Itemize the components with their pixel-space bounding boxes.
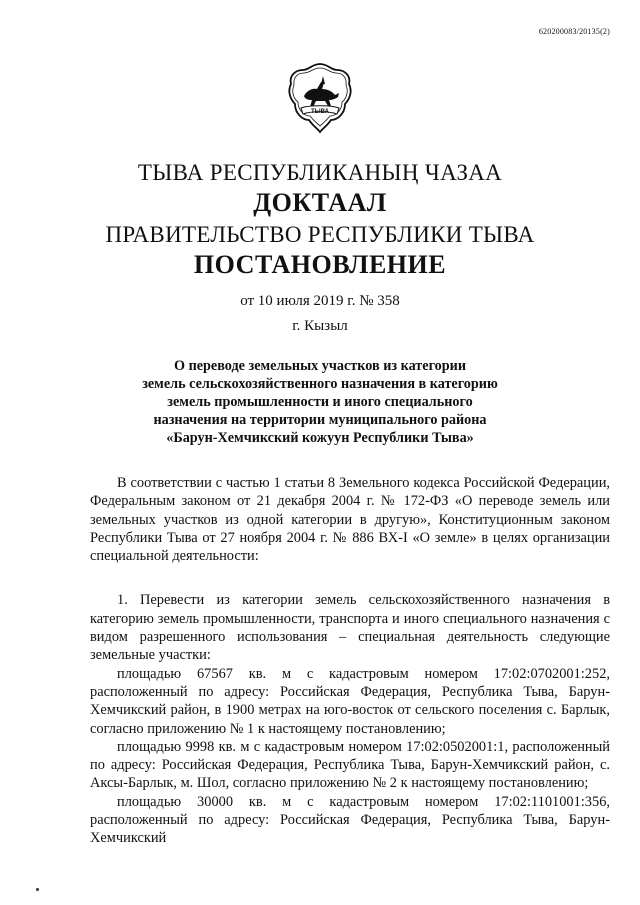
document-id: 620200083/20135(2) xyxy=(538,27,610,36)
emblem-text: ТЫВА xyxy=(311,109,329,115)
paragraph-plot-2: площадью 9998 кв. м с кадастровым номером 17:02:0502001:1, расположенный по адресу: Российская Федерация, Республика Тыва, Барун-Хемчикский район, с. Аксы-Барлык, м. Шол, согласно приложению № 2 к настоящему постановлению; xyxy=(90,738,610,792)
title-line: «Барун-Хемчикский кожуун Республики Тыва» xyxy=(166,430,474,446)
tuva-coat-of-arms-icon xyxy=(287,62,353,134)
paragraph-plot-3: площадью 30000 кв. м с кадастровым номером 17:02:1101001:356, расположенный по адресу: Российская Федерация, Республика Тыва, Барун-Хемчикский xyxy=(90,793,610,847)
date-number: от 10 июля 2019 г. № 358 xyxy=(240,293,400,309)
heading-tuvan-decree: ДОКТААЛ xyxy=(253,188,387,217)
heading-government: ПРАВИТЕЛЬСТВО РЕСПУБЛИКИ ТЫВА xyxy=(105,222,535,247)
heading-decree: ПОСТАНОВЛЕНИЕ xyxy=(193,250,447,279)
title-line: земель сельскохозяйственного назначения в категорию xyxy=(142,376,498,392)
paragraph-preamble: В соответствии с частью 1 статьи 8 Земельного кодекса Российской Федерации, Федеральным законом от 21 декабря 2004 г. № 172-ФЗ «О переводе земель или земельных участков из одной категории в другую», Конституционным законом Республики Тыва от 27 ноября 2004 г. № 886 ВХ-I «О земле» в целях организации специальной деятельности: xyxy=(90,475,610,565)
document-body xyxy=(90,474,610,848)
title-line: О переводе земельных участков из категории xyxy=(173,358,466,374)
city: г. Кызыл xyxy=(292,318,348,334)
paragraph-plot-1: площадью 67567 кв. м с кадастровым номером 17:02:0702001:252, расположенный по адресу: Российская Федерация, Республика Тыва, Барун-Хемчикский район, в 1900 метрах на юго-восток от сельского поселения с. Барлык, согласно приложению № 1 к настоящему постановлению; xyxy=(90,665,610,737)
document-title xyxy=(110,357,530,447)
scan-mark xyxy=(36,888,39,891)
title-line: земель промышленности и иного специального xyxy=(167,394,473,410)
paragraph-item-1: 1. Перевести из категории земель сельскохозяйственного назначения в категорию земель промышленности, транспорта и иного специального назначения с видом разрешенного использования – специальная деятельность следующие земельные участки: xyxy=(90,592,610,664)
title-line: назначения на территории муниципального района xyxy=(153,412,487,428)
heading-tuvan-government: ТЫВА РЕСПУБЛИКАНЫҢ ЧАЗАА xyxy=(137,160,503,185)
